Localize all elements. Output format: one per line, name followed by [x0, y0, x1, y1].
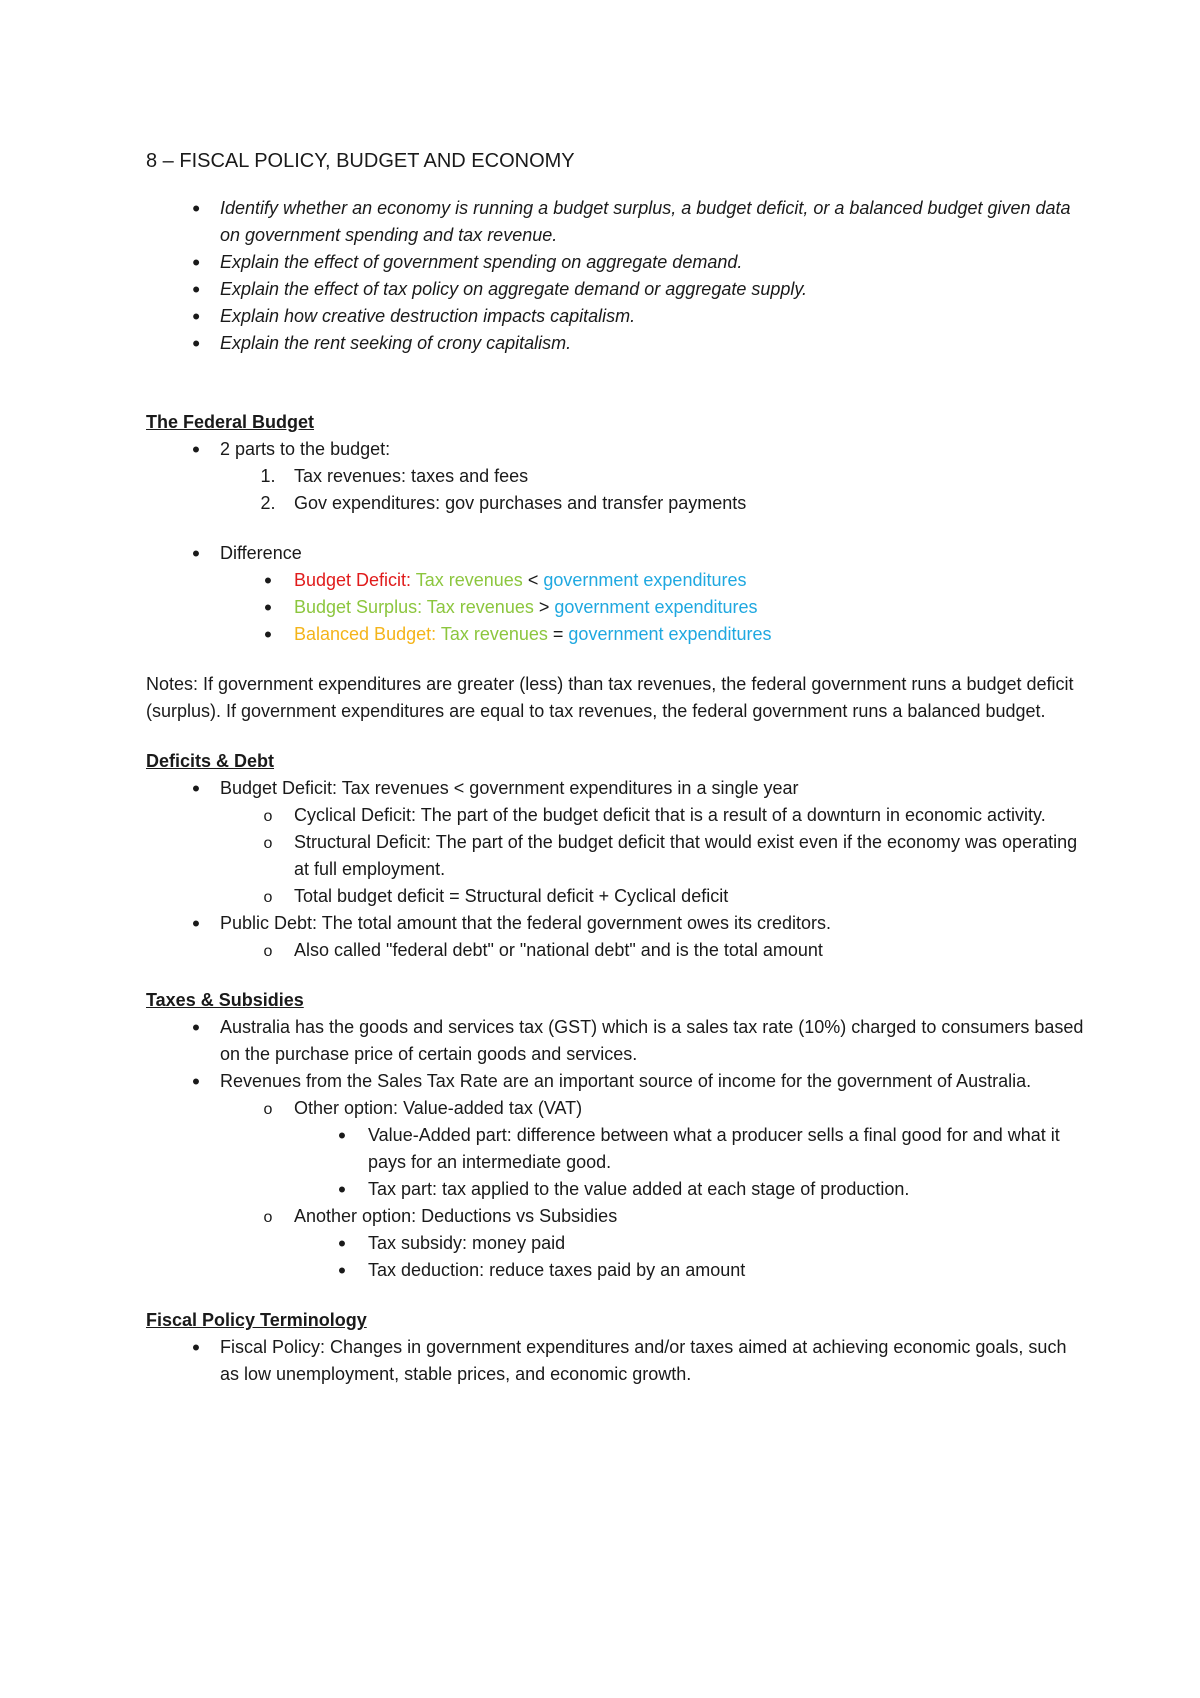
balanced-budget-item: • Balanced Budget: Tax revenues = government expenditures	[146, 621, 1086, 648]
bullet-icon	[186, 775, 206, 804]
list-item: o Total budget deficit = Structural deficit + Cyclical deficit	[146, 883, 1086, 910]
bullet-icon	[186, 303, 206, 332]
list-item: • Budget Deficit: Tax revenues < government expenditures in a single year	[146, 775, 1086, 802]
objective-item: • Identify whether an economy is running a budget surplus, a budget deficit, or a balanced budget given data on government spending and tax revenue.	[146, 195, 1086, 249]
bullet-icon	[258, 567, 278, 596]
taxes-subsidies-list	[146, 1014, 1086, 1284]
list-item: o Structural Deficit: The part of the budget deficit that would exist even if the economy was operating at full employment.	[146, 829, 1086, 883]
list-item: 2. Gov expenditures: gov purchases and transfer payments	[146, 490, 1086, 517]
list-item: 1. Tax revenues: taxes and fees	[146, 463, 1086, 490]
list-item: • Revenues from the Sales Tax Rate are an important source of income for the government of Australia.	[146, 1068, 1086, 1095]
bullet-icon	[186, 1014, 206, 1043]
objective-item: • Explain the rent seeking of crony capitalism.	[146, 330, 1086, 357]
list-item: • Tax part: tax applied to the value added at each stage of production.	[146, 1176, 1086, 1203]
bullet-icon	[186, 540, 206, 569]
bullet-icon	[186, 276, 206, 305]
list-item: o Cyclical Deficit: The part of the budget deficit that is a result of a downturn in economic activity.	[146, 802, 1086, 829]
bullet-icon	[332, 1257, 352, 1286]
objective-item: • Explain the effect of government spending on aggregate demand.	[146, 249, 1086, 276]
list-item: • Difference	[146, 540, 1086, 567]
budget-deficit-item: • Budget Deficit: Tax revenues < government expenditures	[146, 567, 1086, 594]
list-item: • Tax deduction: reduce taxes paid by an amount	[146, 1257, 1086, 1284]
document-content	[146, 148, 1086, 1388]
list-item: • Tax subsidy: money paid	[146, 1230, 1086, 1257]
section-heading-deficits-debt: Deficits & Debt	[146, 751, 275, 771]
circle-bullet-icon	[258, 1095, 278, 1123]
circle-bullet-icon	[258, 802, 278, 830]
objective-item: • Explain the effect of tax policy on aggregate demand or aggregate supply.	[146, 276, 1086, 303]
bullet-icon	[258, 621, 278, 650]
bullet-icon	[186, 1068, 206, 1097]
list-item: • Australia has the goods and services tax (GST) which is a sales tax rate (10%) charged to consumers based on the purchase price of certain goods and services.	[146, 1014, 1086, 1068]
bullet-icon	[258, 594, 278, 623]
bullet-icon	[186, 1334, 206, 1363]
difference-list	[146, 540, 1086, 648]
circle-bullet-icon	[258, 1203, 278, 1231]
list-item: • Public Debt: The total amount that the federal government owes its creditors.	[146, 910, 1086, 937]
list-item: o Another option: Deductions vs Subsidies	[146, 1203, 1086, 1230]
bullet-icon	[186, 195, 206, 224]
federal-budget-list	[146, 436, 1086, 517]
bullet-icon	[332, 1176, 352, 1205]
page-title: 8 – FISCAL POLICY, BUDGET AND ECONOMY	[146, 150, 575, 172]
circle-bullet-icon	[258, 829, 278, 857]
bullet-icon	[332, 1122, 352, 1151]
fiscal-terminology-list	[146, 1334, 1086, 1388]
section-heading-fiscal-terminology: Fiscal Policy Terminology	[146, 1310, 367, 1330]
notes-paragraph: Notes: If government expenditures are greater (less) than tax revenues, the federal government runs a budget deficit (surplus). If government expenditures are equal to tax revenues, the federal government runs a balanced budget.	[146, 674, 1074, 721]
list-item: • 2 parts to the budget:	[146, 436, 1086, 463]
list-item: o Also called "federal debt" or "national debt" and is the total amount	[146, 937, 1086, 964]
bullet-icon	[186, 910, 206, 939]
budget-surplus-item: • Budget Surplus: Tax revenues > government expenditures	[146, 594, 1086, 621]
list-item: o Other option: Value-added tax (VAT)	[146, 1095, 1086, 1122]
objective-item: • Explain how creative destruction impacts capitalism.	[146, 303, 1086, 330]
bullet-icon	[332, 1230, 352, 1259]
bullet-icon	[186, 249, 206, 278]
section-heading-taxes-subsidies: Taxes & Subsidies	[146, 990, 304, 1010]
deficits-debt-list	[146, 775, 1086, 964]
list-number: 1.	[260, 466, 276, 486]
circle-bullet-icon	[258, 883, 278, 911]
section-heading-federal-budget: The Federal Budget	[146, 412, 315, 432]
learning-objectives	[146, 195, 1086, 357]
list-item: • Value-Added part: difference between what a producer sells a final good for and what it pays for an intermediate good.	[146, 1122, 1086, 1176]
list-item: • Fiscal Policy: Changes in government expenditures and/or taxes aimed at achieving economic goals, such as low unemployment, stable prices, and economic growth.	[146, 1334, 1086, 1388]
list-number: 2.	[260, 493, 276, 513]
circle-bullet-icon	[258, 937, 278, 965]
bullet-icon	[186, 436, 206, 465]
bullet-icon	[186, 330, 206, 359]
